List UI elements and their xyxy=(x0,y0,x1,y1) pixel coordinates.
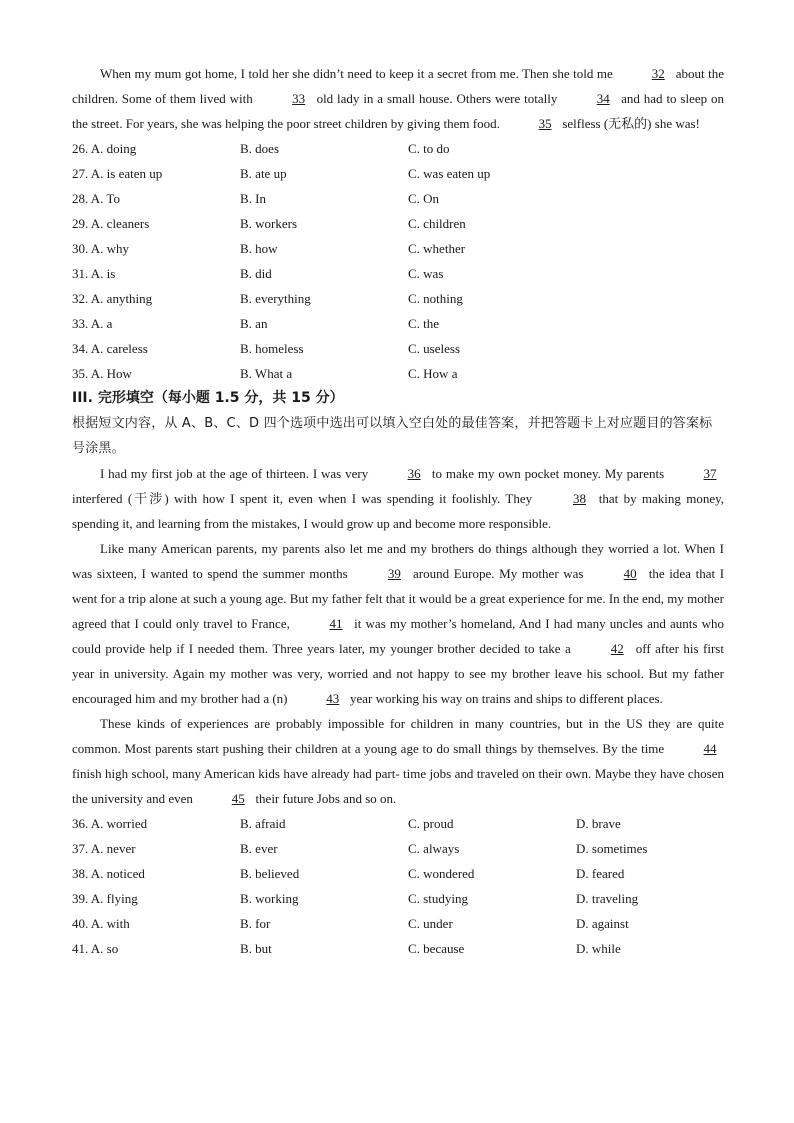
option-b: B. ever xyxy=(240,841,278,856)
blank-38: 38 xyxy=(572,491,586,506)
option-row xyxy=(72,311,724,336)
blank-44: 44 xyxy=(703,741,717,756)
passage-text: year working his way on trains and ships to different places. xyxy=(350,691,663,706)
option-d: D. against xyxy=(576,916,629,931)
passage-text: When my mum got home, I told her she didn’t need to keep it a secret from me. Then she told me xyxy=(100,66,613,81)
blank-34: 34 xyxy=(596,91,610,106)
option-a: 33. A. a xyxy=(72,316,113,331)
passage-text: These kinds of experiences are probably impossible for children in many countries, but in the US they are quite common. Most parents start pushing their children at a young age to do small things by themselves. By the time xyxy=(72,716,724,756)
blank-45: 45 xyxy=(231,791,245,806)
document-page xyxy=(72,61,724,961)
option-row xyxy=(72,836,724,861)
option-b: B. homeless xyxy=(240,341,304,356)
blank-39: 39 xyxy=(387,566,401,581)
option-row xyxy=(72,286,724,311)
option-row xyxy=(72,886,724,911)
option-a: 28. A. To xyxy=(72,191,120,206)
option-a: 32. A. anything xyxy=(72,291,153,306)
blank-37: 37 xyxy=(703,466,717,481)
option-b: B. everything xyxy=(240,291,311,306)
option-a: 27. A. is eaten up xyxy=(72,166,163,181)
options-list-36-41 xyxy=(72,811,724,961)
option-a: 39. A. flying xyxy=(72,891,138,906)
option-d: D. traveling xyxy=(576,891,639,906)
options-list-26-35 xyxy=(72,136,724,386)
option-row xyxy=(72,811,724,836)
passage-text: interfered (干涉) with how I spent it, even when I was spending it foolishly. They xyxy=(72,491,533,506)
passage-text: finish high school, many American kids have already had part- time jobs and traveled on their own. Maybe they have chosen the university and even xyxy=(72,766,724,806)
option-a: 29. A. cleaners xyxy=(72,216,150,231)
section-title: III. 完形填空（每小题 1.5 分，共 15 分） xyxy=(72,390,344,406)
option-a: 36. A. worried xyxy=(72,816,148,831)
option-row xyxy=(72,261,724,286)
option-row xyxy=(72,136,724,161)
option-row xyxy=(72,861,724,886)
option-b: B. how xyxy=(240,241,278,256)
option-b: B. afraid xyxy=(240,816,286,831)
option-c: C. under xyxy=(408,916,453,931)
passage-text: the idea that I went for a trip alone at such a young age. But my father felt that it would be a great experience for me. In the end, my mother agreed that I could only travel to France, xyxy=(72,566,725,631)
option-c: C. studying xyxy=(408,891,468,906)
option-b: B. What a xyxy=(240,366,293,381)
option-a: 34. A. careless xyxy=(72,341,148,356)
option-d: D. sometimes xyxy=(576,841,648,856)
option-c: C. children xyxy=(408,216,466,231)
option-a: 41. A. so xyxy=(72,941,119,956)
passage-text: to make my own pocket money. My parents xyxy=(431,466,665,481)
option-c: C. whether xyxy=(408,241,466,256)
option-a: 31. A. is xyxy=(72,266,116,281)
option-c: C. to do xyxy=(408,141,450,156)
option-a: 40. A. with xyxy=(72,916,130,931)
option-b: B. but xyxy=(240,941,272,956)
option-b: B. did xyxy=(240,266,272,281)
option-b: B. ate up xyxy=(240,166,287,181)
option-row xyxy=(72,211,724,236)
option-c: C. On xyxy=(408,191,440,206)
option-c: C. useless xyxy=(408,341,460,356)
passage-text: off after his first year in university. Again my mother was very, worried and not happy to see my brother leave his school. But my father encouraged him and my brother had a (n) xyxy=(72,641,724,706)
option-b: B. for xyxy=(240,916,271,931)
option-c: C. always xyxy=(408,841,460,856)
option-a: 26. A. doing xyxy=(72,141,137,156)
passage-text: it was my mother’s homeland, And I had many uncles and aunts who could provide help if I needed them. Three years later, my younger brother decided to take a xyxy=(72,616,725,656)
passage-text: around Europe. My mother was xyxy=(412,566,584,581)
option-a: 35. A. How xyxy=(72,366,132,381)
option-row xyxy=(72,236,724,261)
option-a: 38. A. noticed xyxy=(72,866,145,881)
passage1-paragraph xyxy=(72,61,724,136)
option-c: C. was eaten up xyxy=(408,166,491,181)
option-b: B. In xyxy=(240,191,266,206)
passage2-paragraph-1 xyxy=(72,461,724,536)
blank-33: 33 xyxy=(292,91,306,106)
blank-35: 35 xyxy=(538,116,552,131)
option-c: C. proud xyxy=(408,816,454,831)
passage-text: I had my first job at the age of thirteen. I was very xyxy=(100,466,369,481)
option-row xyxy=(72,936,724,961)
blank-43: 43 xyxy=(326,691,340,706)
passage-text: and had to sleep on the street. For years, she was helping the poor street children by giving them food. xyxy=(72,91,725,131)
blank-36: 36 xyxy=(407,466,421,481)
passage-text: about the children. Some of them lived with xyxy=(72,66,724,106)
blank-40: 40 xyxy=(623,566,637,581)
blank-32: 32 xyxy=(651,66,665,81)
blank-42: 42 xyxy=(610,641,624,656)
option-a: 37. A. never xyxy=(72,841,136,856)
option-b: B. an xyxy=(240,316,268,331)
option-b: B. working xyxy=(240,891,299,906)
option-row xyxy=(72,361,724,386)
passage-text: selfless (无私的) she was! xyxy=(562,116,700,131)
passage-text: Like many American parents, my parents also let me and my brothers do things although they worried a lot. When I was sixteen, I wanted to spend the summer months xyxy=(72,541,724,581)
option-c: C. because xyxy=(408,941,465,956)
option-row xyxy=(72,911,724,936)
option-a: 30. A. why xyxy=(72,241,130,256)
option-row xyxy=(72,161,724,186)
blank-41: 41 xyxy=(329,616,343,631)
option-d: D. feared xyxy=(576,866,625,881)
option-b: B. does xyxy=(240,141,279,156)
passage-text: that by making money, spending it, and learning from the mistakes, I would grow up and become more responsible. xyxy=(72,491,724,531)
option-d: D. brave xyxy=(576,816,621,831)
passage-text: their future Jobs and so on. xyxy=(255,791,397,806)
option-c: C. How a xyxy=(408,366,458,381)
option-c: C. was xyxy=(408,266,444,281)
passage2-paragraph-3 xyxy=(72,711,724,811)
option-b: B. workers xyxy=(240,216,298,231)
option-row xyxy=(72,186,724,211)
passage2-paragraph-2 xyxy=(72,536,724,711)
option-c: C. nothing xyxy=(408,291,463,306)
option-row xyxy=(72,336,724,361)
section-instruction: 根据短文内容，从 A、B、C、D 四个选项中选出可以填入空白处的最佳答案，并把答题卡上对应题目的答案标号涂黑。 xyxy=(72,416,713,456)
option-b: B. believed xyxy=(240,866,300,881)
option-c: C. the xyxy=(408,316,440,331)
option-d: D. while xyxy=(576,941,621,956)
passage-text: old lady in a small house. Others were totally xyxy=(316,91,558,106)
option-c: C. wondered xyxy=(408,866,475,881)
